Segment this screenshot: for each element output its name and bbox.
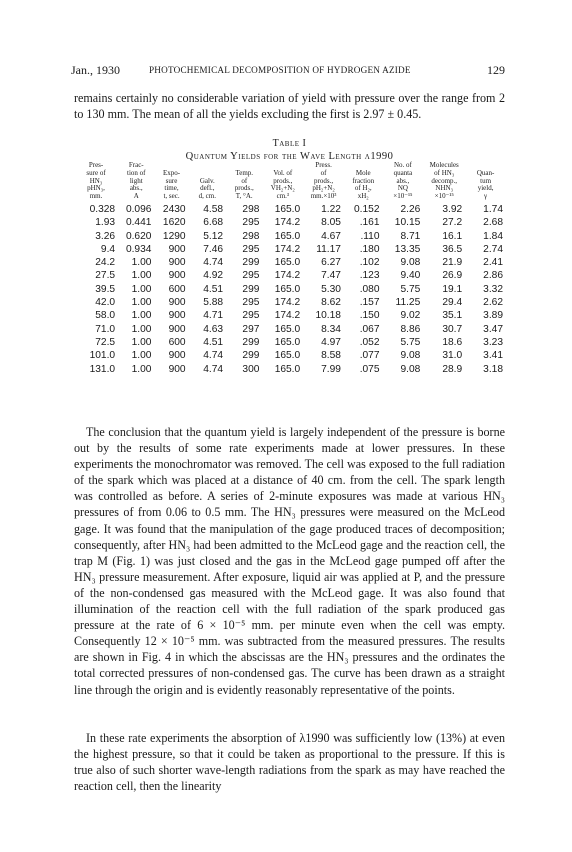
table-cell: .080 [359, 283, 380, 295]
table-cell: 3.89 [483, 310, 503, 322]
table-cell: 1.00 [131, 283, 152, 295]
table-cell: 72.5 [95, 336, 116, 348]
table-cell: 299 [242, 350, 260, 362]
table-cell: 1.00 [131, 363, 152, 375]
table-cell: 165.0 [274, 323, 301, 335]
table-cell: 174.2 [274, 243, 301, 255]
table-cell: 295 [242, 243, 260, 255]
table-cell: 4.74 [203, 363, 224, 375]
table-cell: 29.4 [442, 297, 463, 309]
table-cell: 3.18 [483, 363, 503, 375]
table-cell: 8.34 [321, 323, 341, 335]
table-row [74, 216, 506, 229]
table-cell: 1.93 [95, 217, 116, 229]
table-cell: 13.35 [394, 243, 421, 255]
table-cell: 1.00 [131, 297, 152, 309]
table-cell: 3.92 [442, 203, 463, 215]
table-row [74, 269, 506, 282]
table-cell: 174.2 [274, 217, 301, 229]
table-cell: 1290 [162, 230, 186, 242]
table-cell: 0.328 [89, 203, 116, 215]
running-head [71, 62, 505, 78]
table-cell: 8.86 [400, 323, 421, 335]
table-cell: 900 [168, 297, 186, 309]
table-cell: 131.0 [89, 363, 116, 375]
table-cell: 10.15 [394, 217, 421, 229]
table-cell: 165.0 [274, 350, 301, 362]
table-cell: 1.74 [483, 203, 503, 215]
intro-paragraph: remains certainly no considerable variation of yield with pressure over the range from 2 to 130 mm. The mean of all the yields excluding the first is 2.97 ± 0.45. [74, 91, 505, 122]
table-cell: 3.26 [95, 230, 116, 242]
table-cell: 900 [168, 323, 186, 335]
body-paragraph-conclusion-text: The conclusion that the quantum yield is largely independent of the pressure is borne out by the results of some rate experiments made at lower pressures. In these experiments the monochromator was removed. The cell was exposed to the full radiation of the spark which was placed at a distance of 40 cm. from the cell. The spark length was controlled as before. A series of 2-minute exposures was made at various HN₃ pressures of from 0.06 to 0.5 mm. The HN₃ pressures were measured on the McLeod gage. It was found that the manipulation of the gage produced traces of decomposition; consequently, after HN₃ had been admitted to the McLeod gage and the reaction cell, the trap M (Fig. 1) was just closed and the gas in the McLeod gage pumped off after the HN₃ pressure measurement. After exposure, liquid air was applied at P, and the pressure of the non-condensed gas measured with the McLeod gage. It was also found that illumination of the reaction cell with the full radiation of the spark produced gas pressure at the rate of 6 × 10⁻⁵ mm. per minute even when the cell was empty. Consequently 12 × 10⁻⁵ mm. was subtracted from the measured pressures. The results are shown in Fig. 4 in which the abscissas are the HN₃ pressures and the ordinates the total corrected pressures of non-condensed gas. The curve has been drawn as a straight line through the origin and is evidently reasonably representative of the points. [74, 425, 505, 697]
table-cell: 8.58 [321, 350, 341, 362]
table-column-header: Quan- tum yield, γ [476, 168, 495, 201]
table-cell: .077 [359, 350, 380, 362]
table-cell: 2.41 [483, 257, 503, 269]
table-cell: 3.47 [483, 323, 503, 335]
table-cell: 19.1 [442, 283, 463, 295]
table-cell: 35.1 [442, 310, 463, 322]
table-cell: 21.9 [442, 257, 463, 269]
table-cell: 295 [242, 297, 260, 309]
body-paragraph-rate-experiments-text: In these rate experiments the absorption of λ1990 was sufficiently low (13%) at even the highest pressure, so that it could be taken as proportional to the pressure. If this is true also of such shorter wave-length radiations from the spark as may have reached the reaction cell, then the linearity [74, 731, 505, 794]
table-cell: 27.5 [95, 270, 116, 282]
table-cell: 600 [168, 336, 186, 348]
table-cell: 9.02 [400, 310, 421, 322]
table-cell: 4.63 [203, 323, 224, 335]
table-cell: 5.75 [400, 336, 421, 348]
table-cell: 4.74 [203, 257, 224, 269]
table-cell: 900 [168, 270, 186, 282]
table-row [74, 309, 506, 322]
table-column-header: Mole fraction of H₂, xH₂ [352, 168, 375, 201]
table-cell: 165.0 [274, 230, 301, 242]
table-cell: 6.68 [203, 217, 224, 229]
table-cell: 298 [242, 203, 260, 215]
table-cell: 900 [168, 363, 186, 375]
table-row [74, 283, 506, 296]
table-cell: 8.05 [321, 217, 341, 229]
table-column-header: No. of quanta abs., NQ ×10⁻¹⁵ [393, 161, 413, 201]
table-cell: 299 [242, 283, 260, 295]
table-cell: .075 [359, 363, 380, 375]
table-cell: 299 [242, 336, 260, 348]
table-cell: 1620 [162, 217, 186, 229]
table-cell: .052 [359, 336, 380, 348]
table-row [74, 203, 506, 216]
table-cell: 295 [242, 217, 260, 229]
table-header-row [74, 162, 506, 203]
table-cell: 3.41 [483, 350, 503, 362]
table-cell: 28.9 [442, 363, 463, 375]
table-cell: 2430 [162, 203, 186, 215]
table-column-header: Frac- tion of light abs., A [127, 161, 146, 201]
table-cell: 295 [242, 310, 260, 322]
table-cell: 297 [242, 323, 260, 335]
table-row [74, 256, 506, 269]
table-cell: 11.17 [316, 243, 341, 255]
table-cell: 4.67 [321, 230, 341, 242]
table-cell: 165.0 [274, 203, 301, 215]
table-column-header: Pres- sure of HN₃ pHN₃, mm. [86, 161, 106, 201]
table-cell: 4.97 [321, 336, 341, 348]
table-cell: .157 [359, 297, 380, 309]
body-paragraph-rate-experiments [74, 730, 505, 794]
table-cell: 2.86 [483, 270, 503, 282]
table-cell: 600 [168, 283, 186, 295]
table-row [74, 336, 506, 349]
table-body [74, 203, 506, 376]
table-cell: 4.92 [203, 270, 224, 282]
table-cell: 5.30 [321, 283, 341, 295]
table-cell: 165.0 [274, 283, 301, 295]
table-cell: 16.1 [442, 230, 463, 242]
table-cell: 2.62 [483, 297, 503, 309]
table-cell: 1.00 [131, 350, 152, 362]
table-column-header: Expo- sure time, t, sec. [162, 168, 181, 201]
table-cell: 9.40 [400, 270, 421, 282]
table-caption: Quantum Yields for the Wave Length λ1990 [185, 151, 394, 162]
table-cell: 7.46 [203, 243, 224, 255]
table-cell: 71.0 [95, 323, 116, 335]
table-cell: 31.0 [442, 350, 463, 362]
table-cell: 298 [242, 230, 260, 242]
table-cell: 0.441 [125, 217, 152, 229]
issue-date: Jan., 1930 [71, 63, 120, 77]
table-cell: 4.71 [203, 310, 224, 322]
table-cell: 24.2 [95, 257, 116, 269]
table-cell: 2.74 [483, 243, 503, 255]
table-cell: 9.08 [400, 350, 421, 362]
table-cell: 26.9 [442, 270, 463, 282]
table-cell: 3.23 [483, 336, 503, 348]
table-cell: 1.00 [131, 323, 152, 335]
table-cell: 1.84 [483, 230, 503, 242]
table-cell: .110 [360, 230, 380, 242]
table-cell: 5.12 [203, 230, 224, 242]
quantum-yield-table [74, 162, 506, 376]
table-row [74, 230, 506, 243]
table-cell: 27.2 [442, 217, 463, 229]
table-cell: 1.00 [131, 310, 152, 322]
table-cell: 0.152 [354, 203, 380, 215]
table-cell: 8.62 [321, 297, 341, 309]
table-cell: 7.99 [321, 363, 341, 375]
table-cell: 900 [168, 350, 186, 362]
table-row [74, 363, 506, 376]
table-cell: .102 [359, 257, 380, 269]
table-cell: .123 [359, 270, 380, 282]
table-cell: 18.6 [442, 336, 463, 348]
table-cell: 165.0 [274, 336, 301, 348]
table-cell: 4.51 [203, 283, 224, 295]
table-cell: 42.0 [95, 297, 116, 309]
table-label: Table I [272, 138, 307, 149]
table-cell: 2.68 [483, 217, 503, 229]
table-row [74, 243, 506, 256]
table-column-header: Molecules of HN₃ decomp., NHN₃ ×10⁻¹⁵ [429, 161, 459, 201]
table-cell: 2.26 [400, 203, 421, 215]
table-cell: 4.51 [203, 336, 224, 348]
table-cell: 101.0 [89, 350, 116, 362]
article-running-title: PHOTOCHEMICAL DECOMPOSITION OF HYDROGEN AZIDE [149, 65, 411, 75]
table-cell: 5.88 [203, 297, 224, 309]
table-cell: 1.00 [131, 270, 152, 282]
table-cell: 8.71 [400, 230, 421, 242]
table-row [74, 323, 506, 336]
table-cell: 9.4 [100, 243, 116, 255]
table-cell: 900 [168, 257, 186, 269]
table-row [74, 349, 506, 362]
table-cell: 174.2 [274, 310, 301, 322]
table-cell: 299 [242, 257, 260, 269]
table-cell: 1.00 [131, 336, 152, 348]
table-cell: 9.08 [400, 257, 421, 269]
table-cell: 900 [168, 310, 186, 322]
table-cell: 39.5 [95, 283, 116, 295]
table-cell: 1.00 [131, 257, 152, 269]
table-header [74, 162, 506, 203]
table-cell: .180 [359, 243, 380, 255]
table-cell: 174.2 [274, 270, 301, 282]
table-cell: 900 [168, 243, 186, 255]
table-cell: 295 [242, 270, 260, 282]
table-cell: 5.75 [400, 283, 421, 295]
table-cell: 30.7 [442, 323, 463, 335]
table-cell: 174.2 [274, 297, 301, 309]
table-cell: 10.18 [315, 310, 341, 322]
table-cell: 11.25 [395, 297, 421, 309]
table-cell: .150 [359, 310, 380, 322]
table-cell: 36.5 [442, 243, 463, 255]
table-cell: 7.47 [321, 270, 341, 282]
page-number: 129 [487, 63, 505, 77]
table-cell: 4.58 [203, 203, 224, 215]
table-cell: 165.0 [274, 363, 301, 375]
table-column-header: Vol. of prods., VH₂+N₂ cm.³ [270, 168, 295, 201]
table-cell: .067 [359, 323, 380, 335]
table-cell: 3.32 [483, 283, 503, 295]
table-cell: 6.27 [321, 257, 341, 269]
table-cell: 4.74 [203, 350, 224, 362]
table-row [74, 296, 506, 309]
table-cell: 0.096 [125, 203, 152, 215]
body-paragraph-conclusion [74, 424, 505, 698]
table-column-header: Press. of prods., pH₂+N₂ mm.×10³ [310, 161, 337, 201]
table-cell: 300 [242, 363, 260, 375]
table-cell: .161 [359, 217, 380, 229]
table-cell: 9.08 [400, 363, 421, 375]
table-cell: 1.22 [321, 203, 341, 215]
table-cell: 0.934 [125, 243, 152, 255]
table-column-header: Galv. defl., d, cm. [198, 176, 216, 201]
table-column-header: Temp. of prods., T, °A. [234, 168, 254, 201]
table-cell: 0.620 [125, 230, 152, 242]
table-cell: 58.0 [95, 310, 116, 322]
table-cell: 165.0 [274, 257, 301, 269]
